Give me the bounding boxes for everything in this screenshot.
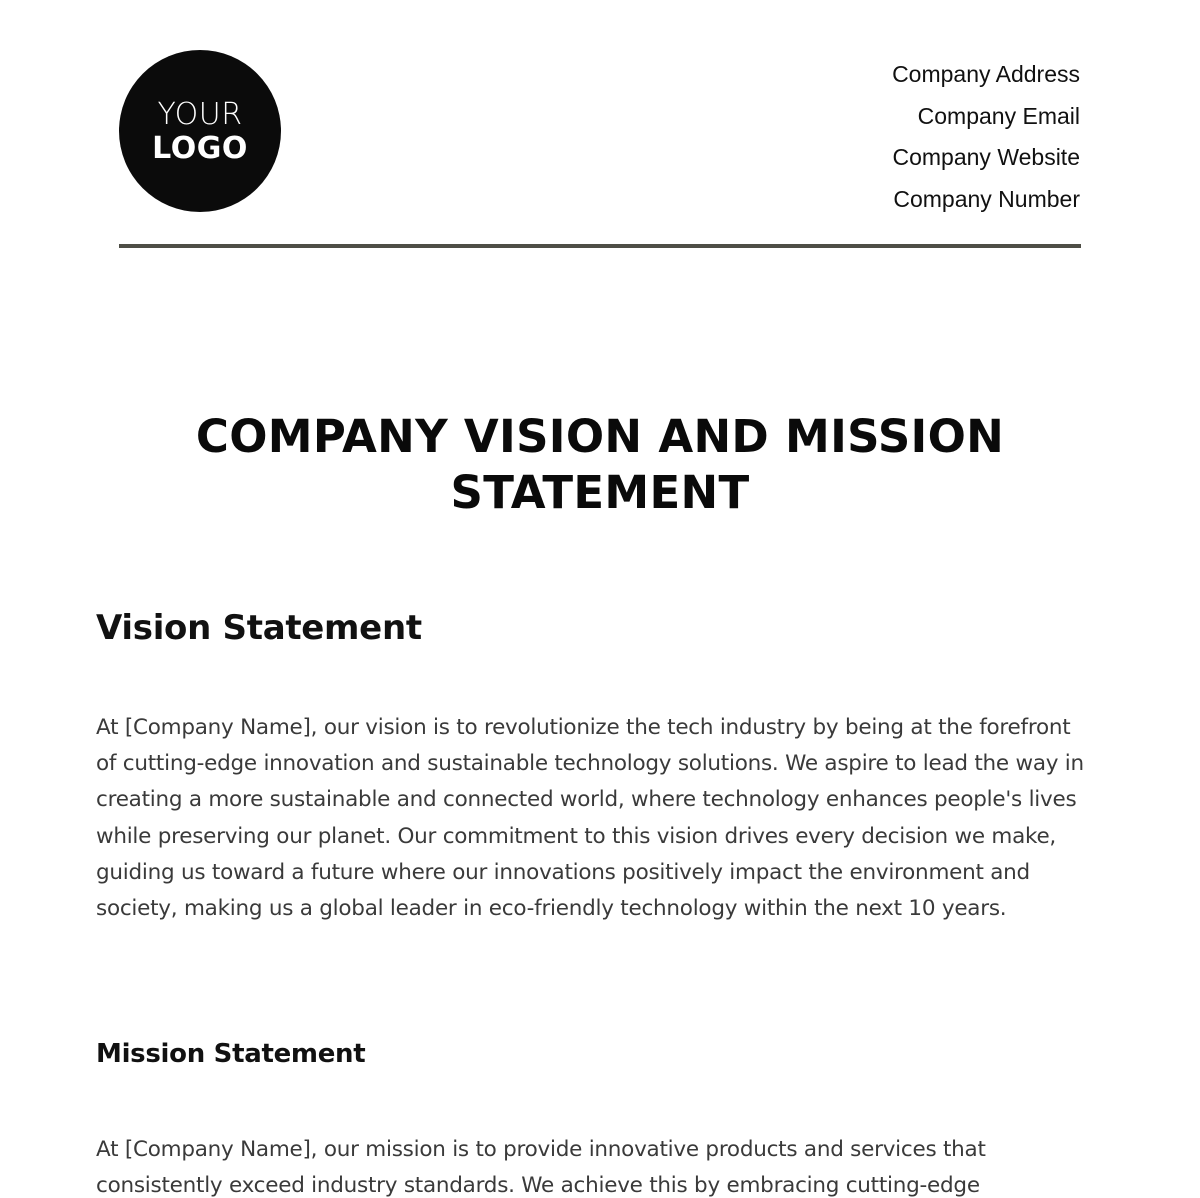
vision-paragraph: At [Company Name], our vision is to revolutionize the tech industry by being at the forefront of cutting-edge innovation and sustainable technology solutions. We aspire to lead the way in creating a more sustainable and connected world, where technology enhances people's lives while preserving our planet. Our commitment to this vision drives every decision we make, guiding us toward a future where our innovations positively impact the environment and society, making us a global leader in eco-friendly technology within the next 10 years.: [96, 715, 1084, 922]
vision-heading: Vision Statement: [96, 608, 422, 648]
company-contact-block: [892, 54, 1080, 220]
company-email: Company Email: [917, 102, 1080, 129]
header-divider: [119, 244, 1081, 248]
company-logo: [119, 50, 281, 212]
logo-text-logo: LOGO: [152, 131, 248, 166]
mission-heading: Mission Statement: [96, 1039, 366, 1069]
company-number: Company Number: [893, 185, 1080, 212]
company-website: Company Website: [892, 144, 1080, 170]
mission-paragraph: At [Company Name], our mission is to provide innovative products and services that consistently exceed industry standards. We achieve this by embracing cutting-edge: [96, 1137, 986, 1198]
company-address: Company Address: [892, 61, 1080, 87]
document-title: COMPANY VISION AND MISSION STATEMENT: [195, 410, 1005, 519]
logo-text-your: YOUR: [157, 97, 243, 132]
